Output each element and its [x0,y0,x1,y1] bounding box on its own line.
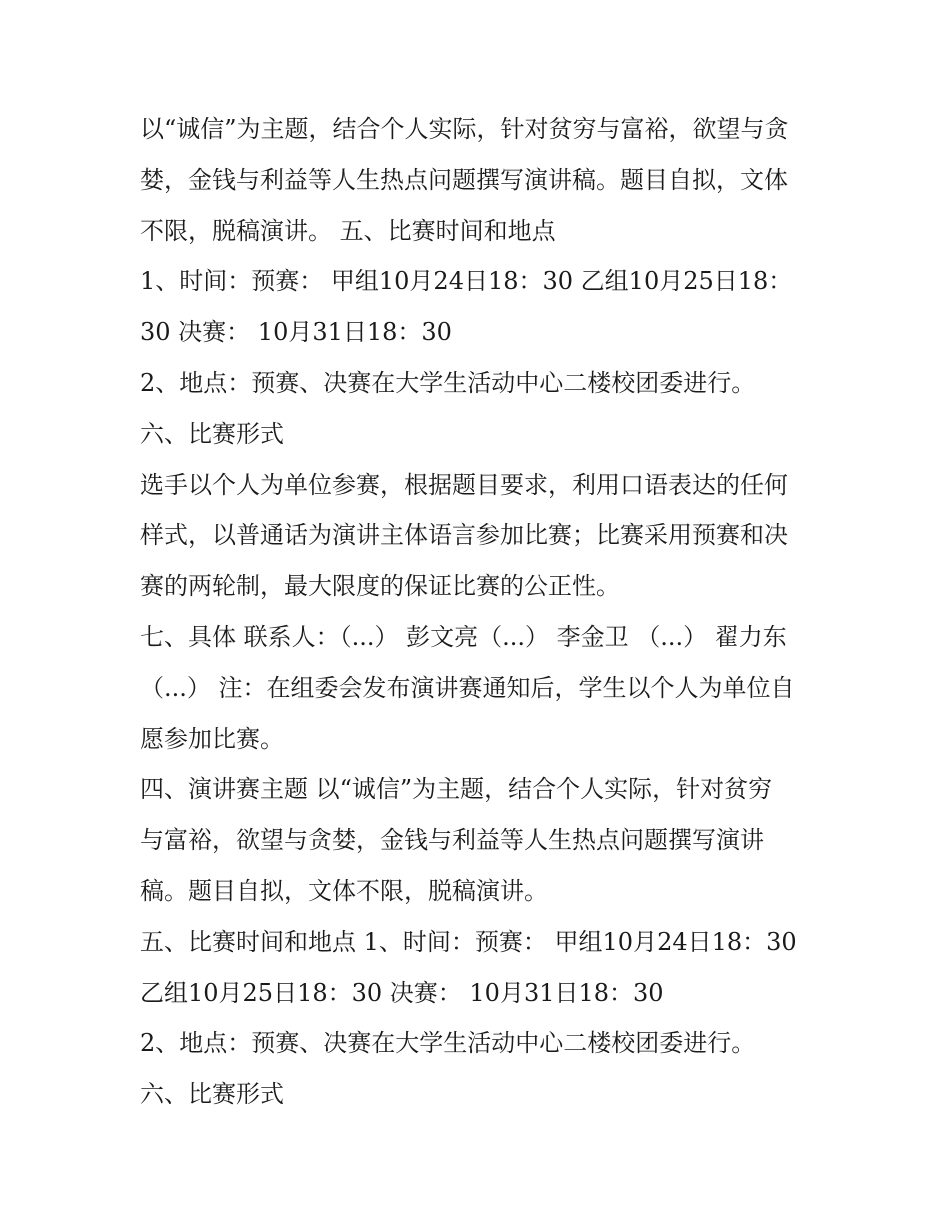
text-line-4: 1、时间：预赛： 甲组10月24日18：30 乙组10月25日18： [140,267,793,296]
text-line-2: 婪，金钱与利益等人生热点问题撰写演讲稿。题目自拟，文体 [140,165,788,194]
text-line-19: 2、地点：预赛、决赛在大学生活动中心二楼校团委进行。 [140,1029,756,1058]
text-line-6: 2、地点：预赛、决赛在大学生活动中心二楼校团委进行。 [140,368,756,397]
text-line-13: 愿参加比赛。 [140,724,284,753]
section-heading-format: 六、比赛形式 [140,419,284,448]
contacts-line: 七、具体 联系人：（...） 彭文亮（...） 李金卫 （...） 翟力东 [140,622,787,651]
text-line-5: 30 决赛： 10月31日18：30 [140,318,452,347]
text-line-17: 五、比赛时间和地点 1、时间：预赛： 甲组10月24日18：30 [140,927,797,956]
document-body [140,104,815,1120]
text-line-12: （...） 注：在组委会发布演讲赛通知后，学生以个人为单位自 [140,673,795,702]
section-heading-format-2: 六、比赛形式 [140,1080,284,1109]
text-line-1: 以“诚信”为主题，结合个人实际，针对贫穷与富裕，欲望与贪 [140,115,789,143]
text-line-16: 稿。题目自拟，文体不限，脱稿演讲。 [140,876,548,905]
text-line-10: 赛的两轮制，最大限度的保证比赛的公正性。 [140,572,620,601]
text-line-15: 与富裕，欲望与贪婪，金钱与利益等人生热点问题撰写演讲 [140,826,764,855]
text-line-14: 四、演讲赛主题 以“诚信”为主题，结合个人实际，针对贫穷 [140,775,773,804]
text-line-8: 选手以个人为单位参赛，根据题目要求，利用口语表达的任何 [140,470,788,499]
text-line-3: 不限，脱稿演讲。 五、比赛时间和地点 [140,216,556,245]
text-line-18: 乙组10月25日18：30 决赛： 10月31日18：30 [140,978,664,1007]
text-line-9: 样式，以普通话为演讲主体语言参加比赛；比赛采用预赛和决 [140,521,788,550]
